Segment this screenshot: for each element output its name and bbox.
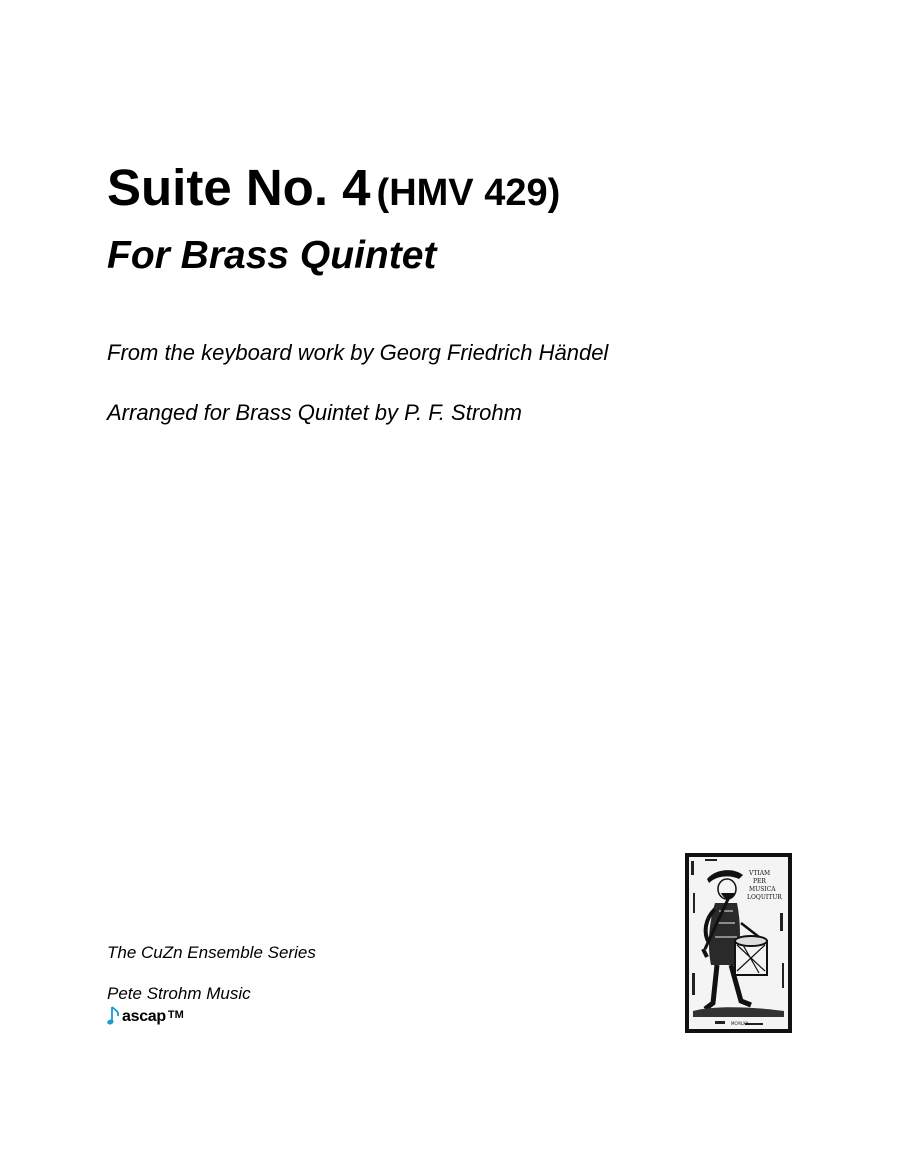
svg-text:VTIAM: VTIAM xyxy=(749,870,771,877)
svg-text:LOQUITUR: LOQUITUR xyxy=(747,894,782,901)
title-main: Suite No. 4 xyxy=(107,159,371,216)
ascap-trademark: TM xyxy=(167,1009,184,1021)
music-note-icon xyxy=(107,1005,121,1027)
series-name: The CuZn Ensemble Series xyxy=(107,943,316,962)
ascap-logo xyxy=(107,1005,184,1027)
ascap-wordmark: ascap xyxy=(122,1008,166,1025)
title-catalog-number: (HMV 429) xyxy=(376,172,561,214)
arranger-credit: Arranged for Brass Quintet by P. F. Strohm xyxy=(107,400,522,425)
svg-text:PER: PER xyxy=(753,878,766,885)
source-credit: From the keyboard work by Georg Friedrich Händel xyxy=(107,340,609,365)
woodcut-piper-drummer-icon xyxy=(685,853,792,1033)
subtitle: For Brass Quintet xyxy=(107,234,437,277)
publisher-name: Pete Strohm Music xyxy=(107,984,251,1003)
page-title xyxy=(107,159,561,216)
svg-text:MUSICA: MUSICA xyxy=(749,886,776,893)
svg-text:MCMLXX: MCMLXX xyxy=(731,1021,749,1026)
